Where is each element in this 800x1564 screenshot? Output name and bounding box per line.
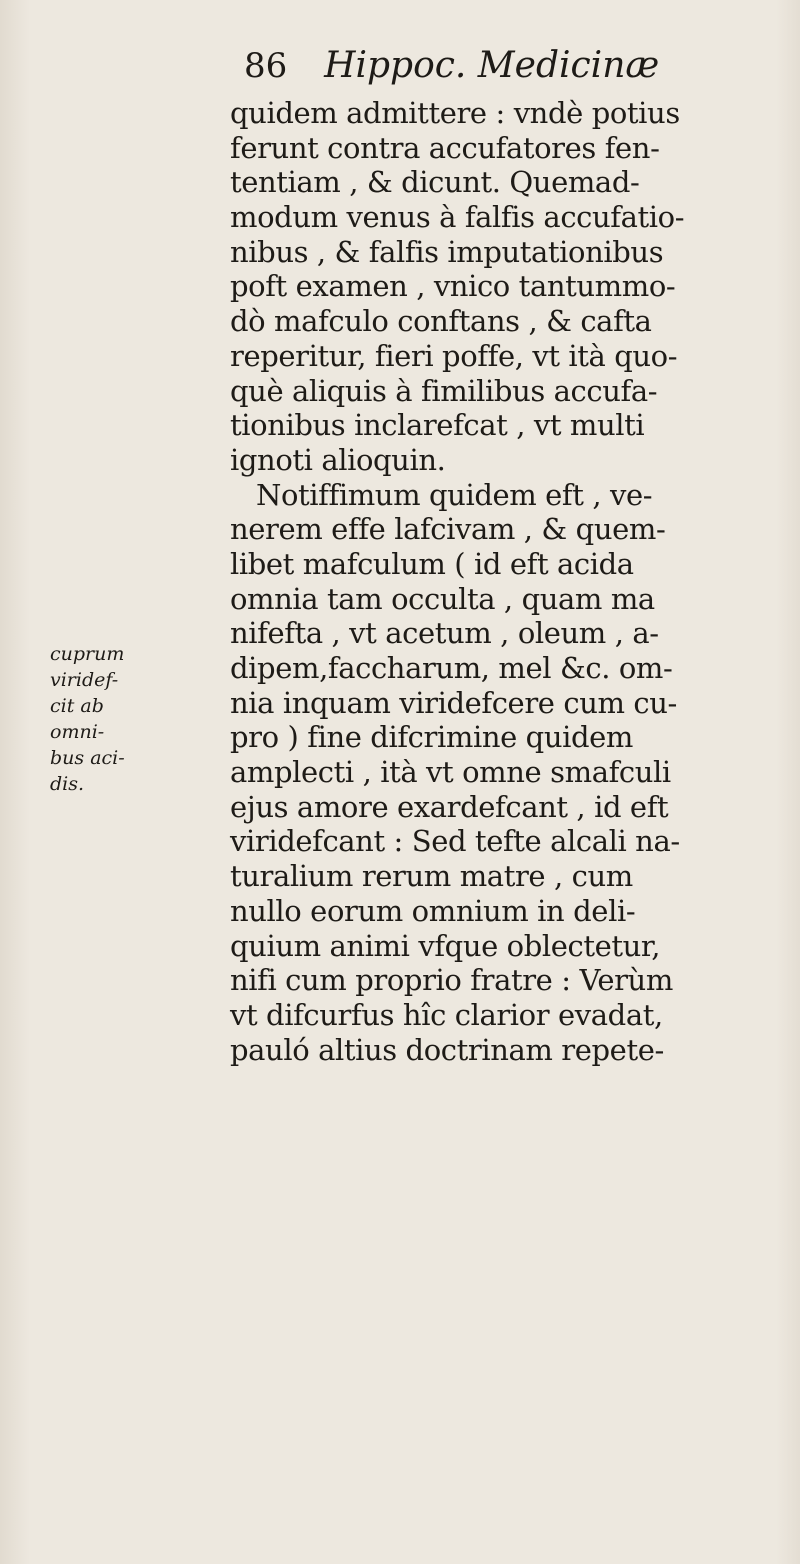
text-line: libet mafculum ( id eft acida [230, 546, 634, 581]
text-line: tionibus inclarefcat , vt multi [230, 408, 645, 443]
page-number: 86 [244, 46, 288, 86]
text-line: turalium rerum matre , cum [230, 859, 633, 894]
margin-note-line: dis. [50, 773, 85, 795]
text-line: quium animi vfque oblectetur, [230, 928, 661, 963]
text-line: nullo eorum omnium in deli- [230, 893, 636, 928]
running-title: Hippoc. Medicinæ [324, 45, 660, 86]
text-line: dò mafculo conftans , & cafta [230, 304, 652, 339]
text-line: dipem,faccharum, mel &c. om- [230, 651, 673, 685]
margin-note-line: viridef- [50, 669, 119, 691]
text-line: viridefcant : Sed tefte alcali na- [230, 824, 680, 859]
margin-note-line: omni- [50, 721, 105, 743]
text-line: pro ) fine difcrimine quidem [230, 720, 634, 755]
text-line: què aliquis à fimilibus accufa- [230, 373, 658, 408]
text-line: nerem effe lafcivam , & quem- [230, 512, 666, 547]
text-line: pauló altius doctrinam repete- [230, 1032, 664, 1067]
text-line: nifi cum proprio fratre : Verùm [230, 963, 673, 998]
text-line: ignoti alioquin. [230, 442, 446, 477]
text-line: reperitur, fieri poffe, vt ità quo- [230, 338, 678, 373]
text-line: ejus amore exardefcant , id eft [230, 789, 669, 824]
margin-note-line: bus aci- [50, 747, 125, 769]
main-text-block [230, 96, 770, 1067]
text-line: omnia tam occulta , quam ma [230, 581, 655, 616]
text-line: vt difcurfus hîc clarior evadat, [230, 997, 663, 1032]
margin-note-line: cit ab [50, 695, 104, 717]
text-line: nifefta , vt acetum , oleum , a- [230, 616, 659, 651]
text-line: ferunt contra accufatores fen- [230, 130, 660, 165]
text-line: nia inquam viridefcere cum cu- [230, 685, 677, 720]
paragraph-start-line: Notiffimum quidem eft , ve- [256, 477, 653, 512]
text-line: tentiam , & dicunt. Quemad- [230, 165, 640, 200]
page-header [244, 40, 659, 92]
margin-note-line: cuprum [50, 643, 125, 665]
text-line: nibus , & falfis imputationibus [230, 234, 664, 269]
text-line: poft examen , vnico tantummo- [230, 269, 676, 304]
text-line: modum venus à falfis accufatio- [230, 200, 685, 235]
text-line: quidem admittere : vndè potius [230, 96, 680, 130]
margin-note [50, 641, 170, 797]
text-line: amplecti , ità vt omne smafculi [230, 755, 671, 790]
